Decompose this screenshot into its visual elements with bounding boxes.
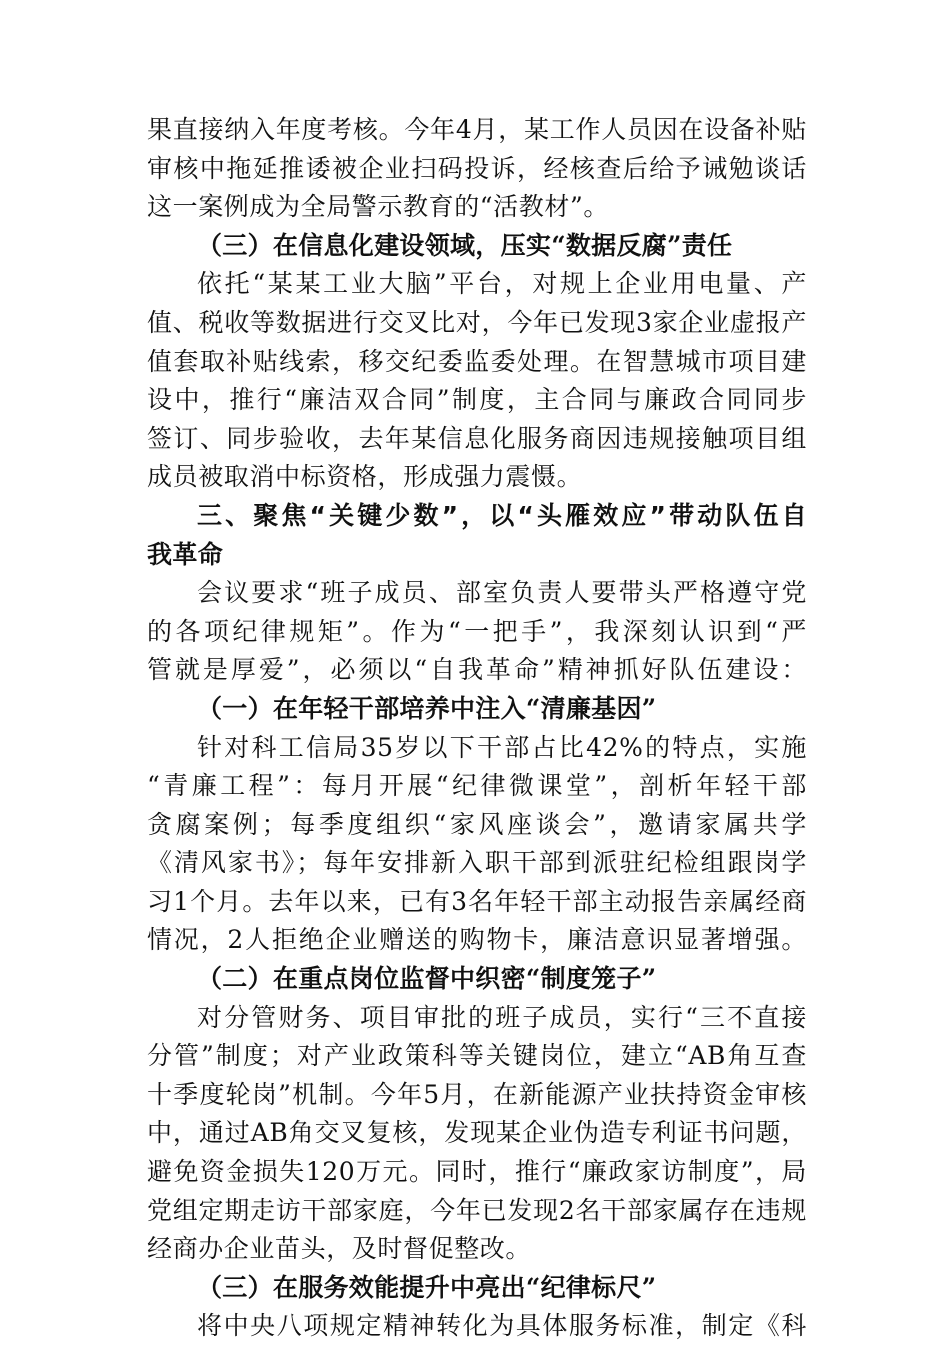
body-line: 党组定期走访干部家庭，今年已发现2名干部家属存在违规 xyxy=(147,1195,807,1225)
body-line: 设中，推行“廉洁双合同”制度，主合同与廉政合同同步 xyxy=(147,385,807,415)
chapter-heading-continuation: 我革命 xyxy=(147,539,224,569)
body-line: 签订、同步验收，去年某信息化服务商因违规接触项目组 xyxy=(147,423,807,453)
body-line: 分管”制度；对产业政策科等关键岗位，建立“AB角互查 xyxy=(147,1041,807,1071)
chapter-heading: 三、聚焦“关键少数”，以“头雁效应”带动队伍自 xyxy=(197,500,807,530)
paragraph-start-line: 依托“某某工业大脑”平台，对规上企业用电量、产 xyxy=(197,269,807,299)
body-line: 这一案例成为全局警示教育的“活教材”。 xyxy=(147,192,609,222)
section-heading-3: （三）在服务效能提升中亮出“纪律标尺” xyxy=(197,1272,657,1302)
body-line: “青廉工程”：每月开展“纪律微课堂”，剖析年轻干部 xyxy=(147,771,807,801)
body-line: 成员被取消中标资格，形成强力震慑。 xyxy=(147,462,583,492)
section-heading-1: （一）在年轻干部培养中注入“清廉基因” xyxy=(197,693,657,723)
body-line: 的各项纪律规矩”。作为“一把手”，我深刻认识到“严 xyxy=(147,616,807,646)
paragraph-start-line: 将中央八项规定精神转化为具体服务标准，制定《科 xyxy=(197,1311,807,1341)
body-line: 审核中拖延推诿被企业扫码投诉，经核查后给予诫勉谈话 xyxy=(147,153,807,183)
body-line: 值套取补贴线索，移交纪委监委处理。在智慧城市项目建 xyxy=(147,346,807,376)
paragraph-start-line: 针对科工信局35岁以下干部占比42%的特点，实施 xyxy=(197,732,807,762)
body-line: 情况，2人拒绝企业赠送的购物卡，廉洁意识显著增强。 xyxy=(147,925,807,955)
body-line: 避免资金损失120万元。同时，推行“廉政家访制度”，局 xyxy=(147,1157,807,1187)
body-line: 《清风家书》；每年安排新入职干部到派驻纪检组跟岗学 xyxy=(147,848,807,878)
body-line: 值、税收等数据进行交叉比对，今年已发现3家企业虚报产 xyxy=(147,307,807,337)
body-line: 中，通过AB角交叉复核，发现某企业伪造专利证书问题， xyxy=(147,1118,807,1148)
section-heading-3: （三）在信息化建设领域，压实“数据反腐”责任 xyxy=(197,230,733,260)
body-line: 果直接纳入年度考核。今年4月，某工作人员因在设备补贴 xyxy=(147,115,807,144)
body-line: 经商办企业苗头，及时督促整改。 xyxy=(147,1234,532,1264)
body-line: 习1个月。去年以来，已有3名年轻干部主动报告亲属经商 xyxy=(147,886,807,916)
paragraph-start-line: 会议要求“班子成员、部室负责人要带头严格遵守党 xyxy=(197,578,807,608)
document-body xyxy=(147,111,807,1346)
body-line: 贪腐案例；每季度组织“家风座谈会”，邀请家属共学 xyxy=(147,809,807,839)
section-heading-2: （二）在重点岗位监督中织密“制度笼子” xyxy=(197,964,657,994)
body-line: 管就是厚爱”，必须以“自我革命”精神抓好队伍建设： xyxy=(147,655,807,685)
paragraph-start-line: 对分管财务、项目审批的班子成员，实行“三不直接 xyxy=(197,1002,807,1032)
body-line: 十季度轮岗”机制。今年5月，在新能源产业扶持资金审核 xyxy=(147,1079,807,1109)
